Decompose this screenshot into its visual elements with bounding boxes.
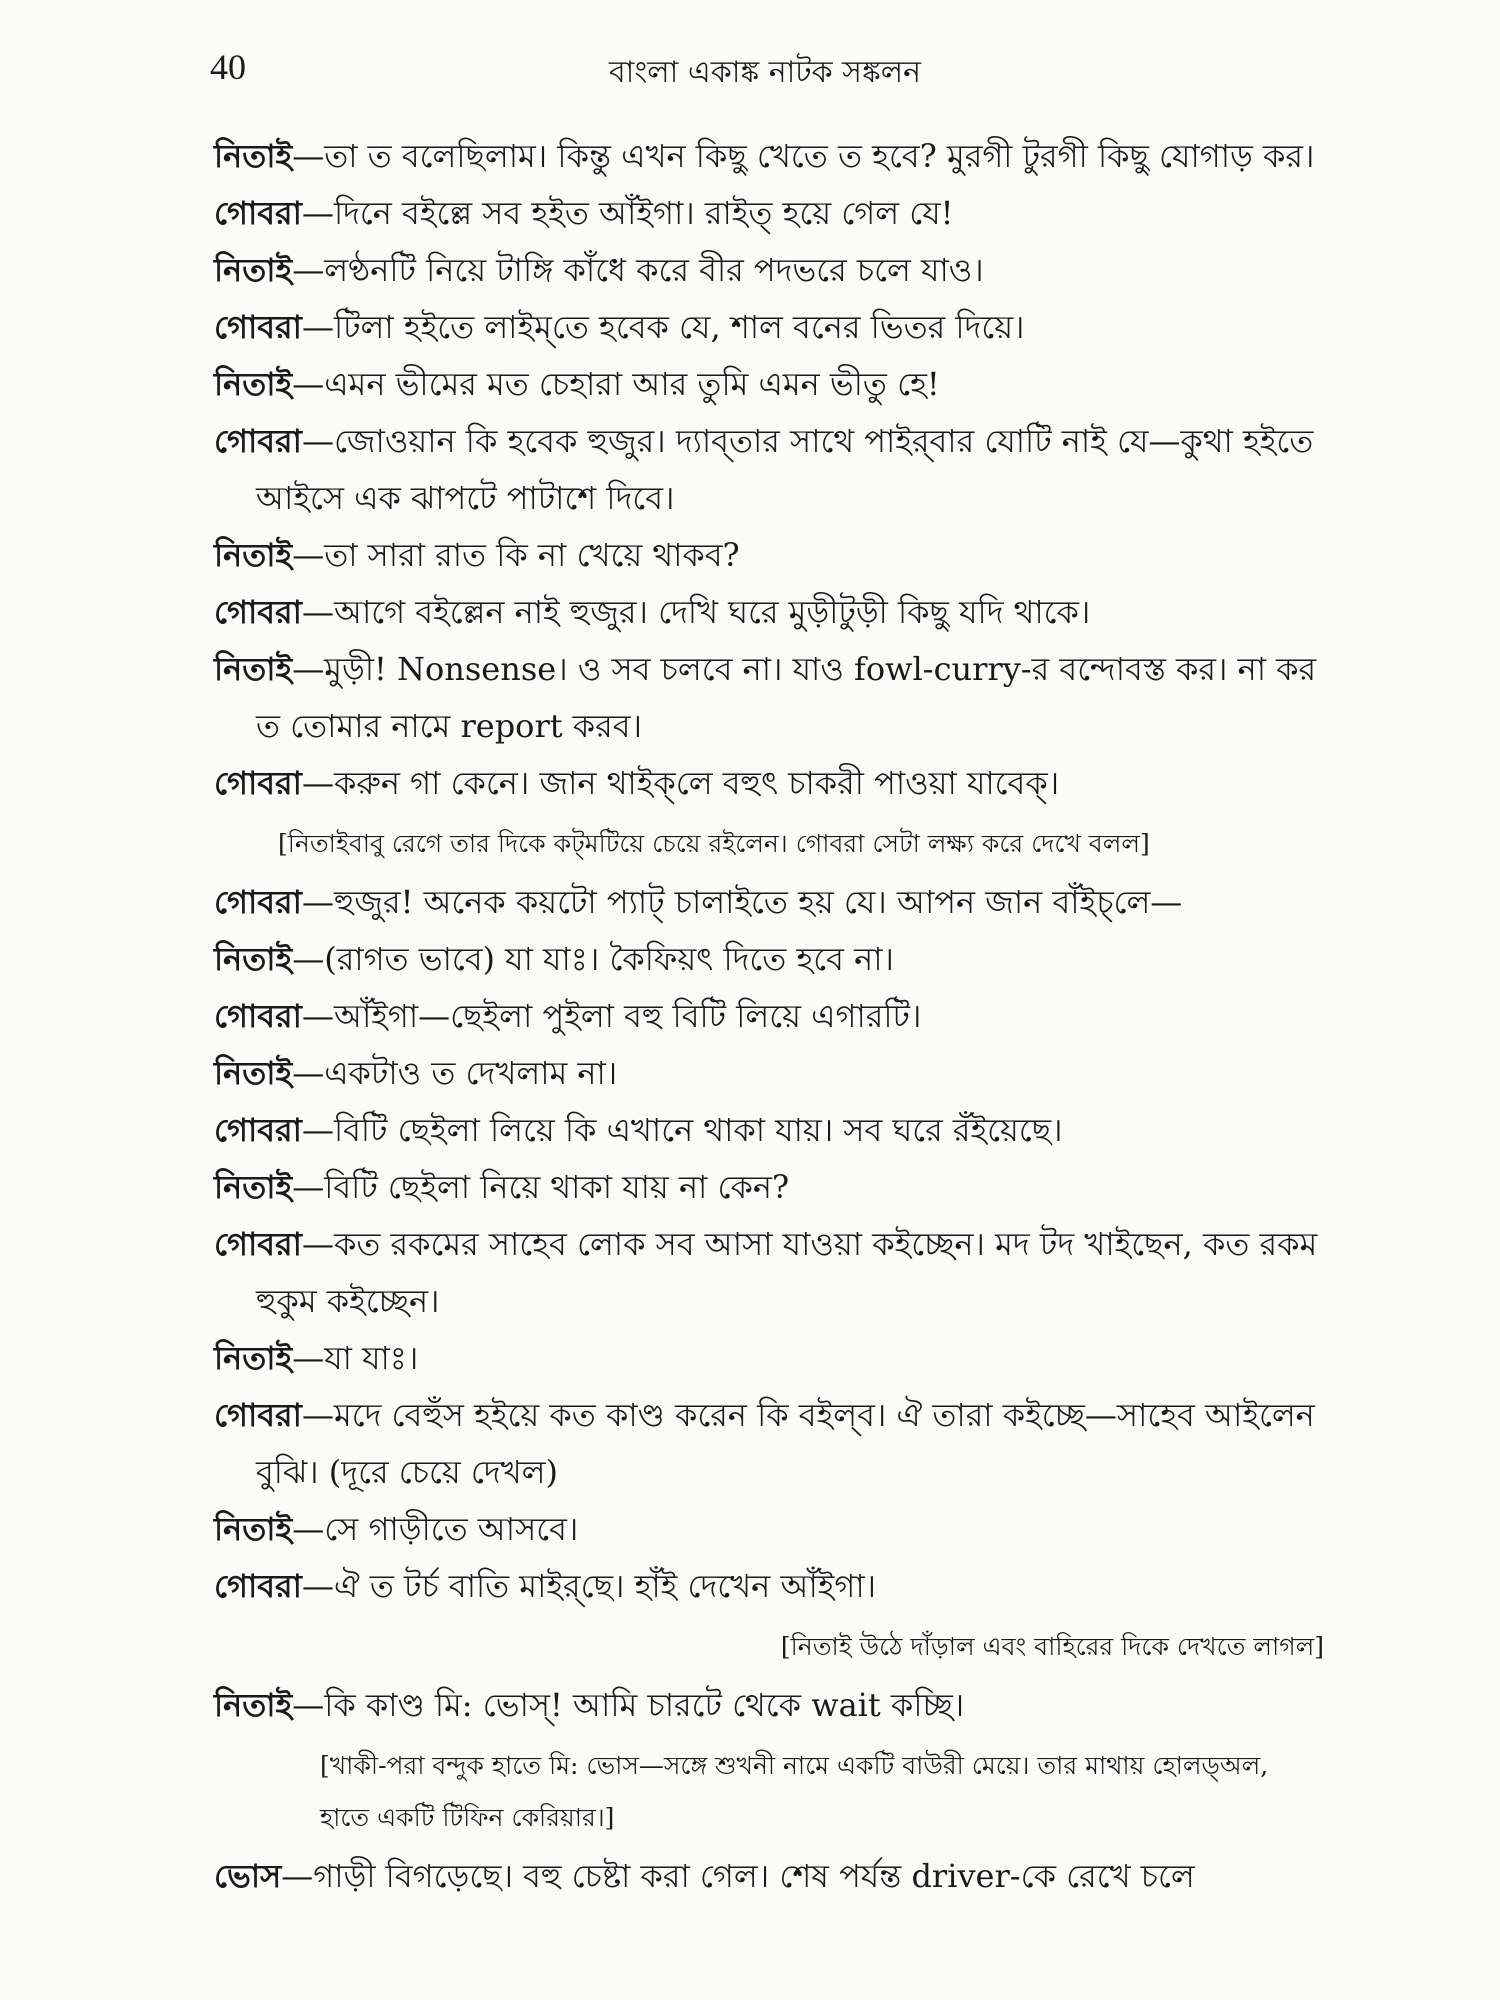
speaker-name: গোবরা: [214, 883, 302, 921]
speaker-name: গোবরা: [214, 997, 302, 1035]
speaker-name: নিতাই: [214, 1168, 293, 1206]
dialogue-text: —মদে বেহুঁস হইয়ে কত কাণ্ড করেন কি বইল্‌ব। ঐ তারা কইচ্ছে—সাহেব আইলেন বুঝি। (দূরে চেয়ে দেখল): [256, 1396, 1315, 1491]
dialogue-line: [214, 641, 1324, 755]
dialogue-text: —লণ্ঠনটি নিয়ে টাঙ্গি কাঁধে করে বীর পদভরে চলে যাও।: [292, 251, 984, 289]
dialogue-text: —আগে বইল্লেন নাই হুজুর। দেখি ঘরে মুড়ীটুড়ী কিছু যদি থাকে।: [301, 593, 1091, 631]
dialogue-text: —তা ত বলেছিলাম। কিন্তু এখন কিছু খেতে ত হবে? মুরগী টুরগী কিছু যোগাড় কর।: [292, 137, 1315, 175]
dialogue-line: [214, 1677, 1324, 1734]
speaker-name: নিতাই: [214, 137, 293, 175]
speaker-name: নিতাই: [214, 650, 293, 688]
dialogue-text: —মুড়ী! Nonsense। ও সব চলবে না। যাও fowl-curry-র বন্দোবস্ত কর। না কর ত তোমার নামে report করব।: [256, 650, 1317, 745]
speaker-name: গোবরা: [214, 1111, 302, 1149]
speaker-name: নিতাই: [214, 536, 293, 574]
dialogue-line: [214, 1330, 1324, 1387]
dialogue-text: —টিলা হইতে লাইম্‌তে হবেক যে, শাল বনের ভিতর দিয়ে।: [301, 308, 1025, 346]
stage-direction: [নিতাই উঠে দাঁড়াল এবং বাহিরের দিকে দেখতে লাগল]: [780, 1632, 1324, 1661]
dialogue-text: —সে গাড়ীতে আসবে।: [292, 1510, 579, 1548]
page-number: 40: [210, 47, 246, 87]
dialogue-line: [214, 931, 1324, 988]
dialogue-text: —(রাগত ভাবে) যা যাঃ। কৈফিয়ৎ দিতে হবে না।: [292, 940, 894, 978]
dialogue-text: —একটাও ত দেখলাম না।: [292, 1054, 618, 1092]
dialogue-line: [214, 413, 1324, 527]
dialogue-text: —করুন গা কেনে। জান থাইক্‌লে বহুৎ চাকরী পাওয়া যাবেক্।: [301, 764, 1060, 802]
speaker-name: গোবরা: [214, 1567, 302, 1605]
speaker-name: গোবরা: [214, 308, 302, 346]
speaker-name: নিতাই: [214, 1686, 293, 1724]
dialogue-line: [214, 584, 1324, 641]
speaker-name: নিতাই: [214, 1054, 293, 1092]
dialogue-line: [214, 755, 1324, 812]
speaker-name: নিতাই: [214, 940, 293, 978]
dialogue-line: [214, 242, 1324, 299]
speaker-name: ভোস: [214, 1857, 282, 1895]
page-header: [210, 40, 1320, 100]
dialogue-text: —হুজুর! অনেক কয়টো প্যাট্ চালাইতে হয় যে। আপন জান বাঁইচ্‌লে—: [301, 883, 1183, 921]
running-title: বাংলা একাঙ্ক নাটক সঙ্কলন: [608, 55, 922, 90]
speaker-name: গোবরা: [214, 1225, 302, 1263]
dialogue-line: [214, 1045, 1324, 1102]
dialogue-line: [214, 1558, 1324, 1615]
dialogue-line: [214, 1102, 1324, 1159]
dialogue-text: —আঁইগা—ছেইলা পুইলা বহু বিটি লিয়ে এগারটি।: [301, 997, 922, 1035]
dialogue-line: [214, 1848, 1324, 1905]
dialogue-text: —দিনে বইল্লে সব হইত আঁইগা। রাইত্ হয়ে গেল যে!: [301, 194, 954, 232]
speaker-name: নিতাই: [214, 365, 293, 403]
stage-direction: [খাকী-পরা বন্দুক হাতে মি: ভোস—সঙ্গে শুখনী নামে একটি বাউরী মেয়ে। তার মাথায় হোলড্‌অল, হাতে একটি টিফিন কেরিয়ার।]: [320, 1751, 1269, 1832]
dialogue-line: [214, 185, 1324, 242]
speaker-name: গোবরা: [214, 1396, 302, 1434]
dialogue-line: [214, 527, 1324, 584]
speaker-name: গোবরা: [214, 422, 302, 460]
speaker-name: নিতাই: [214, 1510, 293, 1548]
dialogue-text: —তা সারা রাত কি না খেয়ে থাকব?: [292, 536, 740, 574]
speaker-name: নিতাই: [214, 251, 293, 289]
dialogue-text: —গাড়ী বিগড়েছে। বহু চেষ্টা করা গেল। শেষ পর্যন্ত driver-কে রেখে চলে: [281, 1857, 1195, 1895]
dialogue-text: —বিটি ছেইলা নিয়ে থাকা যায় না কেন?: [292, 1168, 790, 1206]
speaker-name: নিতাই: [214, 1339, 293, 1377]
speaker-name: গোবরা: [214, 764, 302, 802]
dialogue-text: —কত রকমের সাহেব লোক সব আসা যাওয়া কইচ্ছেন। মদ টদ খাইছেন, কত রকম হুকুম কইচ্ছেন।: [256, 1225, 1318, 1320]
dialogue-text: —কি কাণ্ড মি: ভোস্! আমি চারটে থেকে wait কচ্ছি।: [292, 1686, 965, 1724]
dialogue-text: —যা যাঃ।: [292, 1339, 419, 1377]
dialogue-line: [214, 1216, 1324, 1330]
dialogue-line: [214, 1159, 1324, 1216]
play-text: [214, 128, 1324, 1905]
dialogue-line: [214, 299, 1324, 356]
speaker-name: গোবরা: [214, 194, 302, 232]
dialogue-line: [214, 128, 1324, 185]
dialogue-line: [214, 1501, 1324, 1558]
dialogue-line: [214, 356, 1324, 413]
stage-direction: [নিতাইবাবু রেগে তার দিকে কট্‌মটিয়ে চেয়ে রইলেন। গোবরা সেটা লক্ষ্য করে দেখে বলল]: [278, 829, 1150, 858]
speaker-name: গোবরা: [214, 593, 302, 631]
dialogue-text: —ঐ ত টর্চ বাতি মাইর্‌ছে। হাঁই দেখেন আঁইগা।: [301, 1567, 877, 1605]
dialogue-text: —বিটি ছেইলা লিয়ে কি এখানে থাকা যায়। সব ঘরে রঁইয়েছে।: [301, 1111, 1063, 1149]
dialogue-line: [214, 874, 1324, 931]
dialogue-text: —জোওয়ান কি হবেক হুজুর। দ্যাব্‌তার সাথে পাইর্‌বার যোটি নাই যে—কুথা হইতে আইসে এক ঝাপটে পাটাশে দিবে।: [256, 422, 1314, 517]
dialogue-line: [214, 988, 1324, 1045]
dialogue-line: [214, 1387, 1324, 1501]
dialogue-text: —এমন ভীমের মত চেহারা আর তুমি এমন ভীতু হে!: [292, 365, 940, 403]
